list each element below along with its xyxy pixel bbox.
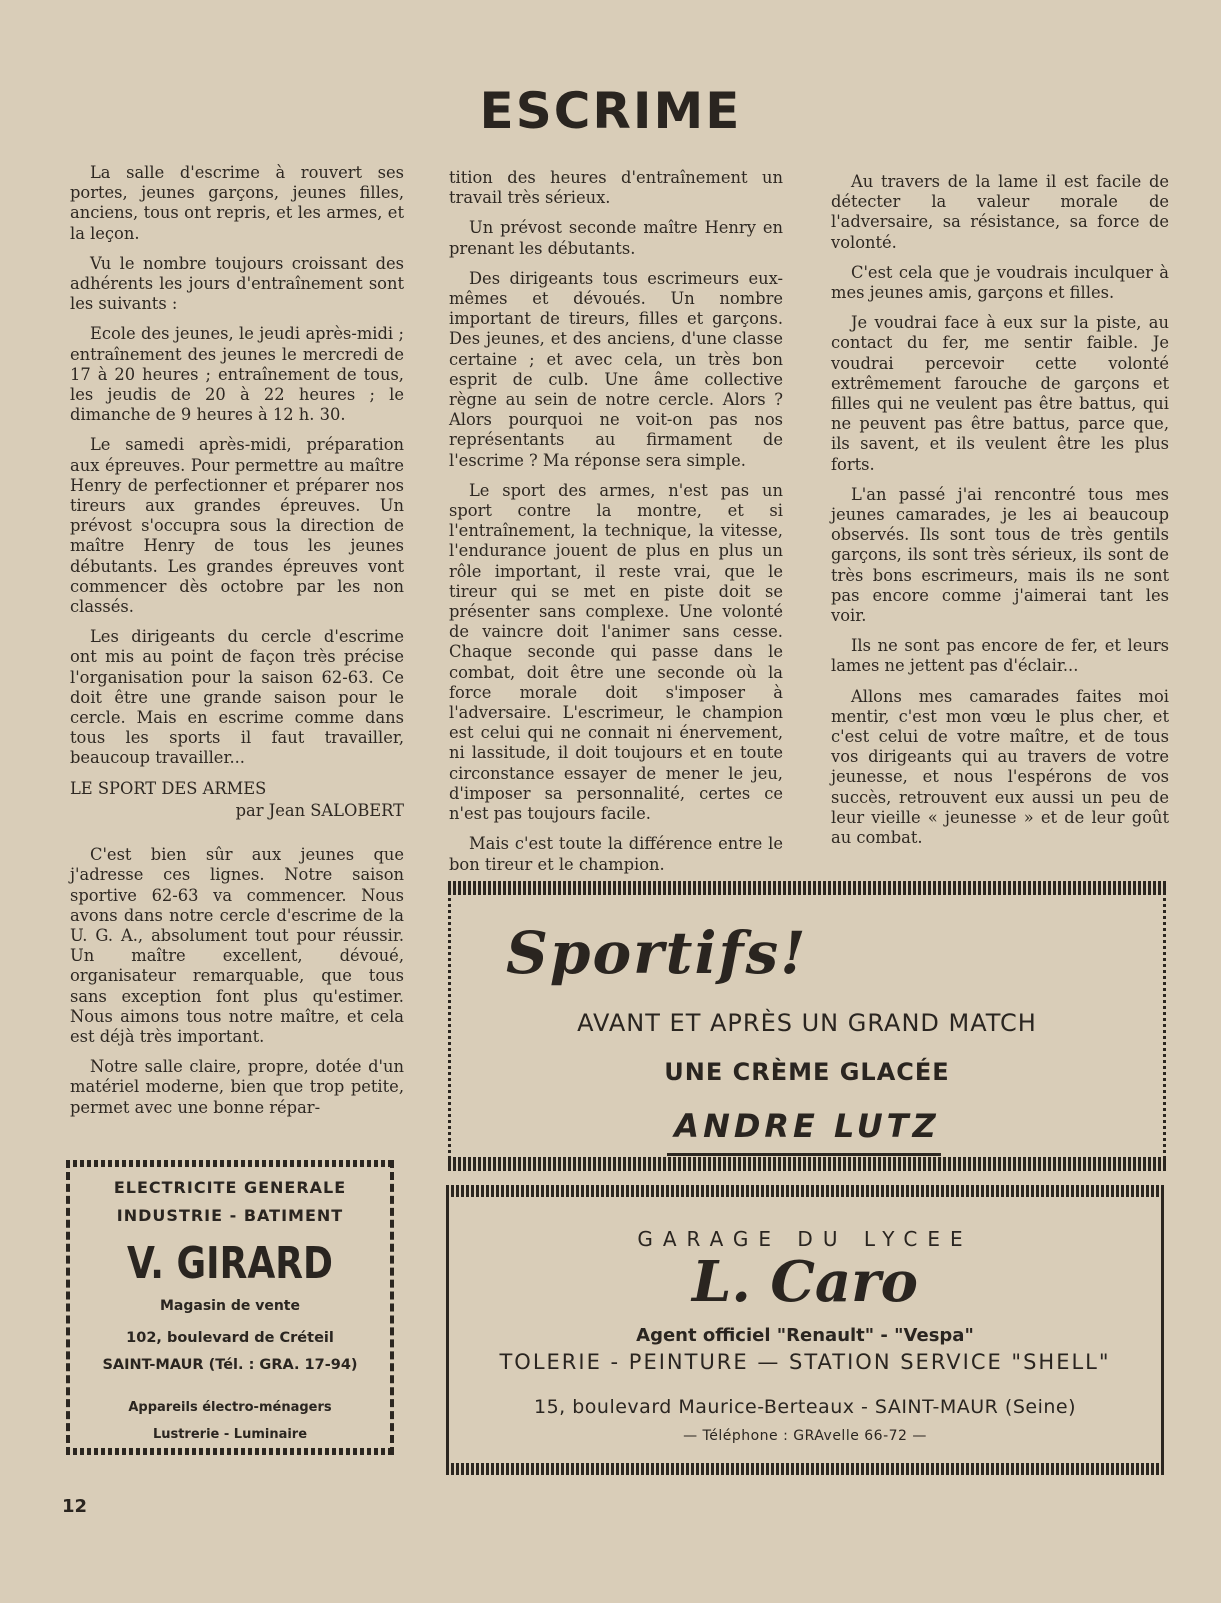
- paragraph: Le samedi après-midi, préparation aux épreuves. Pour permettre au maître Henry de perfectionner et préparer nos tireurs aux grandes épreuves. Un prévost s'occupra sous la direction de maître Henry de tous les jeunes débutants. Les grandes épreuves vont commencer dès octobre par les non classés.: [70, 435, 404, 617]
- paragraph: C'est bien sûr aux jeunes que j'adresse ces lignes. Notre saison sportive 62-63 va commencer. Nous avons dans notre cercle d'escrime de la U. G. A., absolument tout pour réussir. Un maître excellent, dévoué, organisateur remarquable, que tous sans exception font plus qu'estimer. Nous aimons tous notre maître, et cela est déjà très important.: [70, 845, 404, 1046]
- paragraph: L'an passé j'ai rencontré tous mes jeunes camarades, je les ai beaucoup observés. Ils sont tous de très gentils garçons, ils sont très sérieux, ils sont de très bons escrimeurs, mais ils ne sont pas encore comme j'aimerai tant les voir.: [831, 484, 1169, 626]
- ad-address: 102, boulevard de Créteil: [126, 1330, 334, 1346]
- paragraph: Je voudrai face à eux sur la piste, au contact du fer, me sentir faible. Je voudrai percevoir cette volonté extrêmement farouche de garçons et filles qui ne veulent pas être battus, qui ne peuvent pas être battus, parce que, ils savent, et ils veulent être les plus forts.: [831, 313, 1169, 474]
- paragraph: La salle d'escrime à rouvert ses portes, jeunes garçons, jeunes filles, anciens, tous ont repris, et les armes, et la leçon.: [70, 163, 404, 243]
- section-heading: LE SPORT DES ARMES: [70, 778, 267, 798]
- border-hatch: [446, 1185, 1164, 1197]
- page-number: 12: [62, 1496, 88, 1517]
- ad-brand-name: V. GIRARD: [126, 1238, 334, 1289]
- ad-phone: — Téléphone : GRAvelle 66-72 —: [683, 1428, 927, 1444]
- ad-text: AVANT ET APRÈS UN GRAND MATCH: [577, 1009, 1037, 1037]
- border-hatch: [66, 1448, 394, 1455]
- advertisement-sportifs: [448, 881, 1166, 1171]
- paragraph: Notre salle claire, propre, dotée d'un matériel moderne, bien que trop petite, permet avec une bonne répar-: [70, 1057, 404, 1117]
- paragraph: tition des heures d'entraînement un travail très sérieux.: [449, 168, 783, 208]
- paragraph: Au travers de la lame il est facile de détecter la valeur morale de l'adversaire, sa résistance, sa force de volonté.: [831, 172, 1169, 252]
- paragraph: Les dirigeants du cercle d'escrime ont mis au point de façon très précise l'organisation pour la saison 62-63. Ce doit être une grande saison pour le cercle. Mais en escrime comme dans tous les sports il faut travailler, beaucoup travailler...: [70, 627, 404, 768]
- border-hatch: [66, 1160, 394, 1167]
- paragraph: Des dirigeants tous escrimeurs eux-mêmes et dévoués. Un nombre important de tireurs, filles et garçons. Des jeunes, et des anciens, d'une classe certaine ; et avec cela, un très bon esprit de culb. Une âme collective règne au sein de notre cercle. Alors ? Alors pourquoi ne voit-on pas nos représentants au firmament de l'escrime ? Ma réponse sera simple.: [449, 268, 783, 470]
- byline: par Jean SALOBERT: [235, 800, 404, 820]
- article-column-2: [449, 168, 783, 885]
- ad-text: GARAGE DU LYCEE: [637, 1227, 973, 1251]
- paragraph: C'est cela que je voudrais inculquer à mes jeunes amis, garçons et filles.: [831, 262, 1169, 303]
- ad-text: Agent officiel "Renault" - "Vespa": [636, 1325, 974, 1346]
- ad-text: Magasin de vente: [160, 1298, 300, 1314]
- ad-phone: SAINT-MAUR (Tél. : GRA. 17-94): [102, 1357, 358, 1373]
- ad-script-headline: Sportifs!: [506, 919, 808, 987]
- border-hatch: [448, 881, 1166, 895]
- page-title: ESCRIME: [479, 82, 742, 140]
- advertisement-girard: [66, 1160, 394, 1455]
- brand-underline: [667, 1153, 941, 1156]
- ad-text: Lustrerie - Luminaire: [152, 1427, 308, 1442]
- paragraph: Ecole des jeunes, le jeudi après-midi ; entraînement des jeunes le mercredi de 17 à 20 heures ; entraînement de tous, les jeudis de 20 à 22 heures ; le dimanche de 9 heures à 12 h. 30.: [70, 324, 404, 425]
- border-hatch: [448, 1157, 1166, 1171]
- paragraph: Mais c'est toute la différence entre le bon tireur et le champion.: [449, 834, 783, 874]
- ad-text: INDUSTRIE - BATIMENT: [116, 1206, 344, 1225]
- paragraph: Ils ne sont pas encore de fer, et leurs lames ne jettent pas d'éclair...: [831, 636, 1169, 676]
- ad-text: TOLERIE - PEINTURE — STATION SERVICE "SHELL": [499, 1350, 1111, 1374]
- ad-text: ELECTRICITE GENERALE: [113, 1178, 347, 1197]
- article-column-1: [70, 163, 404, 1128]
- ad-address: 15, boulevard Maurice-Berteaux - SAINT-MAUR (Seine): [533, 1396, 1076, 1418]
- paragraph: Un prévost seconde maître Henry en prenant les débutants.: [449, 218, 783, 258]
- ad-text: UNE CRÈME GLACÉE: [664, 1058, 950, 1086]
- ad-brand-name: L. Caro: [691, 1249, 919, 1315]
- article-column-3: [831, 172, 1169, 858]
- paragraph: Le sport des armes, n'est pas un sport contre la montre, et si l'entraînement, la technique, la vitesse, l'endurance jouent de plus en plus un rôle important, il reste vrai, que le tireur qui se met en piste doit se présenter sans complexe. Une volonté de vaincre doit l'animer sans cesse. Chaque seconde qui passe dans le combat, doit être une seconde où la force morale doit s'imposer à l'adversaire. L'escrimeur, le champion est celui qui ne connait ni énervement, ni lassitude, il doit toujours et en toute circonstance essayer de mener le jeu, d'imposer sa personnalité, certes ce n'est pas toujours facile.: [449, 480, 783, 824]
- advertisement-garage: [446, 1185, 1164, 1475]
- paragraph: Allons mes camarades faites moi mentir, c'est mon vœu le plus cher, et c'est celui de votre maître, et de tous vos dirigeants qui au travers de votre jeunesse, et nous l'espérons de vos succès, retrouvent eux aussi un peu de leur vieille « jeunesse » et de leur goût au combat.: [831, 686, 1169, 848]
- paragraph: Vu le nombre toujours croissant des adhérents les jours d'entraînement sont les suivants :: [70, 253, 404, 314]
- border-hatch: [446, 1463, 1164, 1475]
- ad-text: Appareils électro-ménagers: [128, 1400, 332, 1415]
- ad-brand-name: ANDRE LUTZ: [674, 1107, 940, 1145]
